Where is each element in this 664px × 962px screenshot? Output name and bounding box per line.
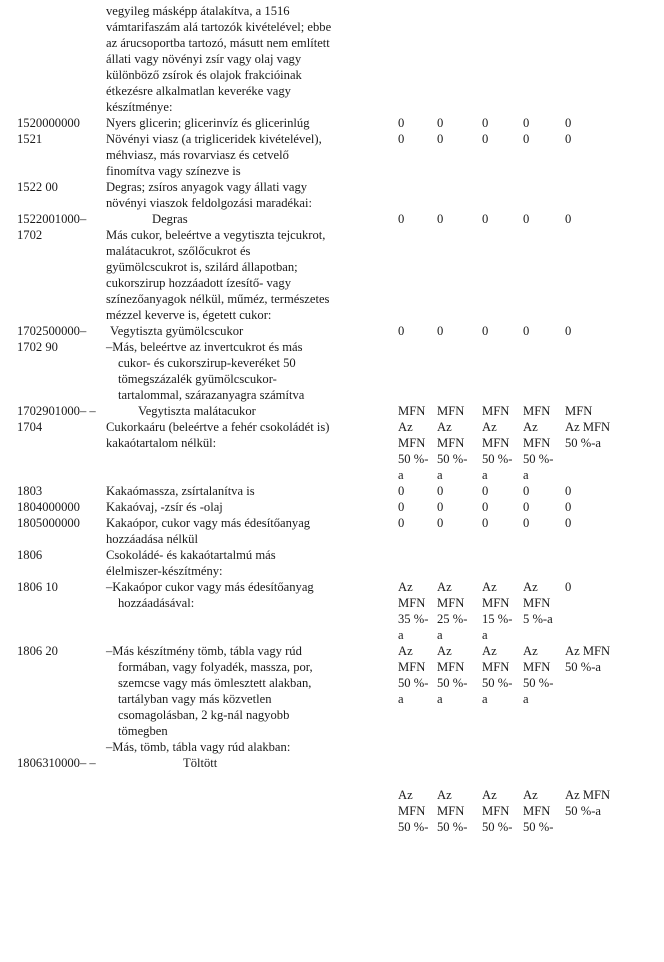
text-line: 1806310000– – bbox=[17, 756, 96, 770]
text-line: 0 bbox=[437, 500, 444, 514]
text-line: 1522 00 bbox=[17, 180, 58, 194]
text-line: 50 %- bbox=[482, 452, 513, 466]
text-line: 1806 20 bbox=[17, 644, 58, 658]
text-line: Töltött bbox=[183, 756, 218, 770]
text-line: cukorszirup hozzáadott ízesítő- vagy bbox=[106, 276, 291, 290]
text-line: 0 bbox=[482, 116, 489, 130]
text-line: Cukorkaáru (beleértve a fehér csokoládét is) bbox=[106, 420, 330, 434]
text-line: 0 bbox=[565, 132, 572, 146]
text-line: 1805000000 bbox=[17, 516, 80, 530]
text-line: Az bbox=[482, 788, 497, 802]
text-line: 50 %- bbox=[523, 676, 554, 690]
text-line: 50 %-a bbox=[565, 660, 602, 674]
text-line: gyümölcscukrot is, szilárd állapotban; bbox=[106, 260, 298, 274]
text-line: állati vagy növényi zsír vagy olaj vagy bbox=[106, 52, 302, 66]
text-line: Kakaópor, cukor vagy más édesítőanyag bbox=[106, 516, 311, 530]
text-line: 50 %- bbox=[437, 676, 468, 690]
text-line: Vegytiszta malátacukor bbox=[138, 404, 256, 418]
text-line: 0 bbox=[523, 116, 530, 130]
text-line: növényi viaszok feldolgozási maradékai: bbox=[106, 196, 312, 210]
text-line: MFN bbox=[523, 404, 551, 418]
text-line: 0 bbox=[565, 484, 572, 498]
text-line: tömegszázalék gyümölcscukor- bbox=[118, 372, 277, 386]
text-line: 0 bbox=[482, 484, 489, 498]
text-line: MFN bbox=[437, 436, 465, 450]
text-line: MFN bbox=[398, 660, 426, 674]
text-line: a bbox=[482, 468, 488, 482]
text-line: színezőanyagok nélkül, műméz, természetes bbox=[106, 292, 330, 306]
text-line: 0 bbox=[523, 324, 530, 338]
text-line: Az bbox=[437, 788, 452, 802]
text-line: MFN bbox=[523, 436, 551, 450]
text-line: 0 bbox=[398, 132, 405, 146]
text-line: 1702901000– – bbox=[17, 404, 96, 418]
text-line: étkezésre alkalmatlan keveréke vagy bbox=[106, 84, 291, 98]
text-line: malátacukrot, szőlőcukrot és bbox=[106, 244, 251, 258]
text-line: 0 bbox=[523, 212, 530, 226]
text-line: –Kakaópor cukor vagy más édesítőanyag bbox=[106, 580, 314, 594]
text-line: MFN bbox=[398, 436, 426, 450]
text-line: 0 bbox=[437, 116, 444, 130]
text-line: MFN bbox=[398, 804, 426, 818]
text-line: 1702 90 bbox=[17, 340, 58, 354]
text-line: kakaótartalom nélkül: bbox=[106, 436, 217, 450]
text-line: 50 %- bbox=[437, 452, 468, 466]
text-line: 1806 bbox=[17, 548, 43, 562]
text-line: a bbox=[523, 692, 529, 706]
text-line: 50 %- bbox=[523, 452, 554, 466]
text-line: 50 %- bbox=[398, 676, 429, 690]
text-line: tömegben bbox=[118, 724, 168, 738]
text-line: 50 %- bbox=[523, 820, 554, 834]
text-line: 0 bbox=[565, 580, 572, 594]
text-line: 25 %- bbox=[437, 612, 468, 626]
text-line: 50 %- bbox=[482, 820, 513, 834]
text-line: 0 bbox=[482, 212, 489, 226]
text-line: formában, vagy folyadék, massza, por, bbox=[118, 660, 313, 674]
text-line: MFN bbox=[482, 660, 510, 674]
text-line: MFN bbox=[482, 404, 510, 418]
text-line: a bbox=[398, 468, 404, 482]
text-line: Az bbox=[482, 644, 497, 658]
text-line: Kakaómassza, zsírtalanítva is bbox=[106, 484, 255, 498]
text-line: 50 %-a bbox=[565, 436, 602, 450]
text-line: MFN bbox=[398, 404, 426, 418]
text-line: tartalommal, szárazanyagra számítva bbox=[118, 388, 305, 402]
text-line: 0 bbox=[398, 500, 405, 514]
text-line: Az MFN bbox=[565, 644, 611, 658]
text-line: MFN bbox=[437, 404, 465, 418]
text-line: 1804000000 bbox=[17, 500, 80, 514]
text-line: csomagolásban, 2 kg-nál nagyobb bbox=[118, 708, 290, 722]
text-line: vámtarifaszám alá tartozók kivételével; ebbe bbox=[106, 20, 332, 34]
text-line: –Más, beleértve az invertcukrot és más bbox=[106, 340, 303, 354]
text-line: Az bbox=[523, 644, 538, 658]
text-line: Degras bbox=[152, 212, 188, 226]
text-line: készítménye: bbox=[106, 100, 173, 114]
text-line: mézzel keverve is, égetett cukor: bbox=[106, 308, 272, 322]
text-line: szemcse vagy más ömlesztett alakban, bbox=[118, 676, 312, 690]
text-line: 0 bbox=[482, 500, 489, 514]
text-line: 0 bbox=[565, 516, 572, 530]
text-line: 1702500000– bbox=[17, 324, 87, 338]
text-line: 5 %-a bbox=[523, 612, 553, 626]
text-line: MFN bbox=[523, 596, 551, 610]
text-line: 0 bbox=[398, 324, 405, 338]
text-line: finomítva vagy színezve is bbox=[106, 164, 241, 178]
text-line: Növényi viasz (a trigliceridek kivételével), bbox=[106, 132, 322, 146]
text-line: 0 bbox=[565, 212, 572, 226]
text-line: 0 bbox=[523, 500, 530, 514]
text-line: Az bbox=[482, 420, 497, 434]
text-line: Az bbox=[523, 788, 538, 802]
text-line: 15 %- bbox=[482, 612, 513, 626]
text-line: az árucsoportba tartozó, másutt nem említett bbox=[106, 36, 330, 50]
text-line: 0 bbox=[437, 484, 444, 498]
text-line: Csokoládé- és kakaótartalmú más bbox=[106, 548, 276, 562]
text-line: 0 bbox=[437, 212, 444, 226]
text-line: 1806 10 bbox=[17, 580, 58, 594]
text-line: 35 %- bbox=[398, 612, 429, 626]
text-line: a bbox=[523, 468, 529, 482]
text-line: tartályban vagy más közvetlen bbox=[118, 692, 272, 706]
text-line: a bbox=[437, 692, 443, 706]
text-line: 0 bbox=[523, 132, 530, 146]
text-line: –Más, tömb, tábla vagy rúd alakban: bbox=[106, 740, 291, 754]
text-line: cukor- és cukorszirup-keveréket 50 bbox=[118, 356, 296, 370]
text-line: 50 %-a bbox=[565, 804, 602, 818]
text-line: 0 bbox=[437, 324, 444, 338]
text-line: különböző zsírok és olajok frakcióinak bbox=[106, 68, 302, 82]
text-line: vegyileg másképp átalakítva, a 1516 bbox=[106, 4, 290, 18]
text-line: –Más készítmény tömb, tábla vagy rúd bbox=[106, 644, 302, 658]
text-line: 0 bbox=[398, 484, 405, 498]
text-line: 1520000000 bbox=[17, 116, 80, 130]
text-line: hozzáadásával: bbox=[118, 596, 195, 610]
text-line: Az bbox=[482, 580, 497, 594]
text-line: 1521 bbox=[17, 132, 43, 146]
text-line: 0 bbox=[523, 516, 530, 530]
text-line: 0 bbox=[565, 324, 572, 338]
text-line: 0 bbox=[398, 116, 405, 130]
text-line: 0 bbox=[398, 516, 405, 530]
text-line: Kakaóvaj, -zsír és -olaj bbox=[106, 500, 223, 514]
text-line: MFN bbox=[482, 436, 510, 450]
text-line: élelmiszer-készítmény: bbox=[106, 564, 223, 578]
text-line: a bbox=[437, 628, 443, 642]
text-line: MFN bbox=[398, 596, 426, 610]
text-line: 0 bbox=[437, 132, 444, 146]
text-line: Vegytiszta gyümölcscukor bbox=[110, 324, 244, 338]
text-line: 0 bbox=[565, 500, 572, 514]
text-line: 0 bbox=[437, 516, 444, 530]
text-line: a bbox=[482, 692, 488, 706]
text-line: 0 bbox=[482, 132, 489, 146]
text-line: MFN bbox=[437, 660, 465, 674]
text-line: 50 %- bbox=[482, 676, 513, 690]
text-line: MFN bbox=[523, 804, 551, 818]
text-line: MFN bbox=[437, 596, 465, 610]
text-line: méhviasz, más rovarviasz és cetvelő bbox=[106, 148, 289, 162]
text-line: 0 bbox=[482, 516, 489, 530]
text-line: 0 bbox=[398, 212, 405, 226]
text-line: a bbox=[398, 692, 404, 706]
text-line: a bbox=[437, 468, 443, 482]
text-line: Az bbox=[398, 420, 413, 434]
text-line: 0 bbox=[565, 116, 572, 130]
text-line: 50 %- bbox=[398, 452, 429, 466]
text-line: 0 bbox=[482, 324, 489, 338]
text-line: Az MFN bbox=[565, 788, 611, 802]
text-line: MFN bbox=[523, 660, 551, 674]
text-line: MFN bbox=[482, 596, 510, 610]
text-line: 1803 bbox=[17, 484, 43, 498]
text-line: 1702 bbox=[17, 228, 43, 242]
text-line: Az bbox=[398, 788, 413, 802]
text-line: Nyers glicerin; glicerinvíz és glicerinlúg bbox=[106, 116, 310, 130]
text-line: a bbox=[482, 628, 488, 642]
text-line: MFN bbox=[437, 804, 465, 818]
text-line: Az bbox=[398, 644, 413, 658]
text-line: Az bbox=[398, 580, 413, 594]
text-line: Az MFN bbox=[565, 420, 611, 434]
text-line: 0 bbox=[523, 484, 530, 498]
text-line: 50 %- bbox=[398, 820, 429, 834]
text-line: Az bbox=[523, 420, 538, 434]
text-line: Az bbox=[437, 644, 452, 658]
text-line: a bbox=[398, 628, 404, 642]
text-line: 50 %- bbox=[437, 820, 468, 834]
text-line: Az bbox=[523, 580, 538, 594]
text-line: Degras; zsíros anyagok vagy állati vagy bbox=[106, 180, 308, 194]
text-line: 1704 bbox=[17, 420, 43, 434]
text-line: Az bbox=[437, 580, 452, 594]
text-line: Más cukor, beleértve a vegytiszta tejcukrot, bbox=[106, 228, 326, 242]
text-line: MFN bbox=[482, 804, 510, 818]
text-line: hozzáadása nélkül bbox=[106, 532, 198, 546]
text-line: Az bbox=[437, 420, 452, 434]
text-line: 1522001000– bbox=[17, 212, 87, 226]
text-line: MFN bbox=[565, 404, 593, 418]
